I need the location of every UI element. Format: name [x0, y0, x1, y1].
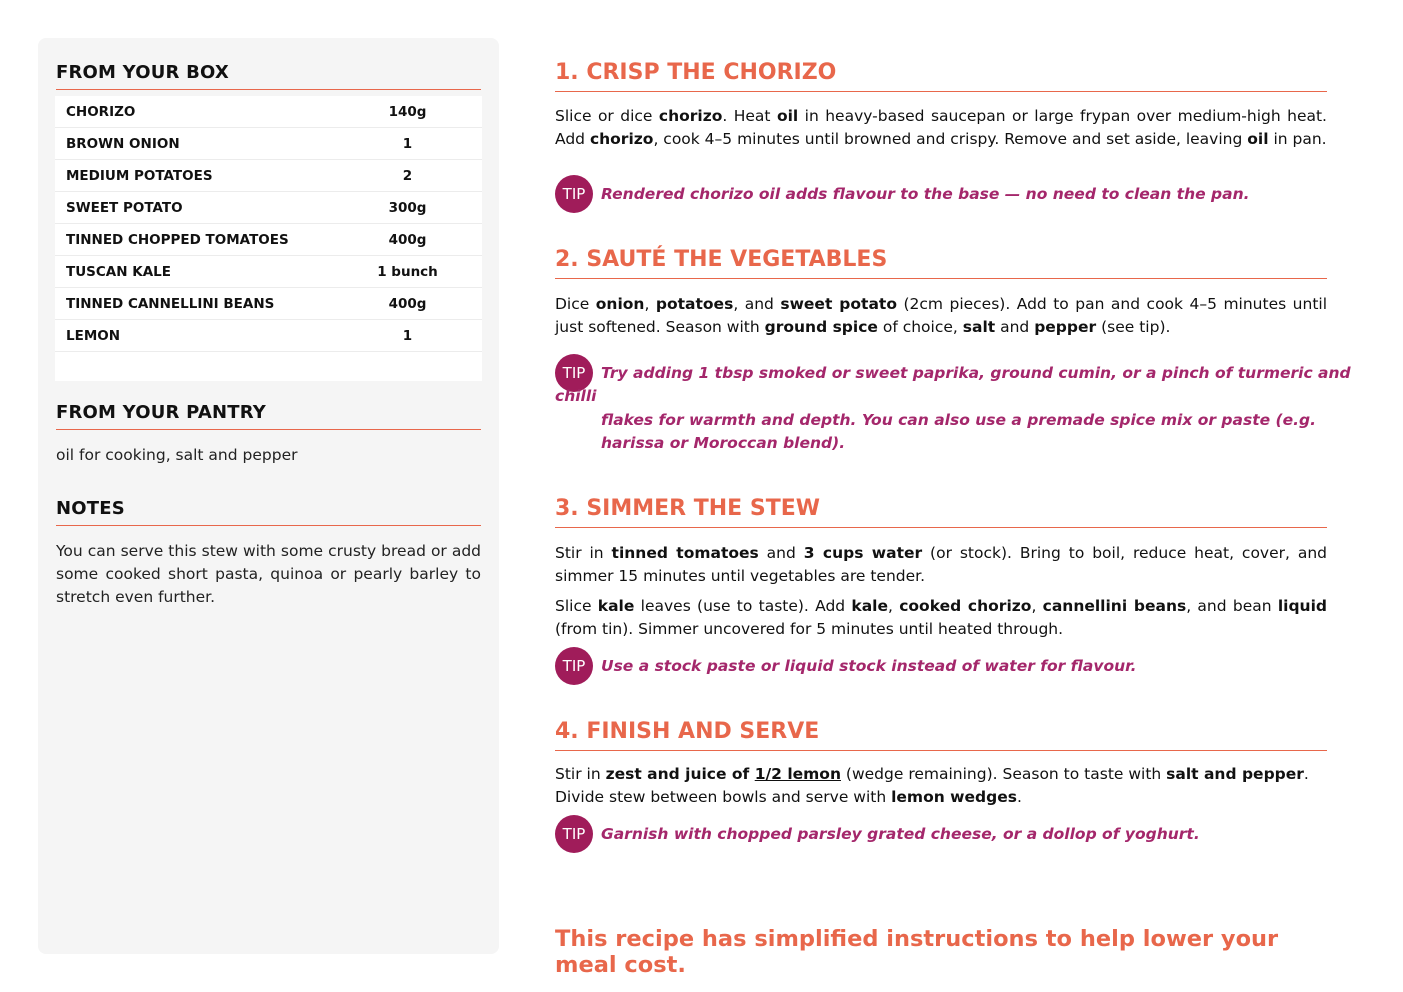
notes-text: You can serve this stew with some crusty bread or add some cooked short pasta, quinoa or pearly barley to stretch even further.	[56, 542, 481, 606]
table-row	[55, 288, 482, 320]
tip-text: Use a stock paste or liquid stock instead of water for flavour.	[601, 657, 1137, 675]
ingredient-name: TINNED CHOPPED TOMATOES	[66, 231, 289, 248]
notes-heading: NOTES	[56, 498, 481, 526]
ingredient-qty: 2	[402, 167, 413, 184]
table-row	[55, 256, 482, 288]
ingredient-name: MEDIUM POTATOES	[66, 167, 213, 184]
ingredient-name: SWEET POTATO	[66, 199, 183, 216]
ingredients-panel	[38, 38, 499, 954]
ingredient-qty: 1 bunch	[377, 263, 438, 280]
step-2-text: Dice onion, potatoes, and sweet potato (2cm pieces). Add to pan and cook 4–5 minutes until just softened. Season with ground spice of choice, salt and pepper (see tip).	[555, 295, 1328, 336]
ingredient-name: LEMON	[66, 327, 121, 344]
footer-note: This recipe has simplified instructions to help lower your meal cost.	[555, 926, 1279, 978]
step-3-text-1: Stir in tinned tomatoes and 3 cups water (or stock). Bring to boil, reduce heat, cover, and simmer 15 minutes until vegetables are tender.	[555, 544, 1327, 585]
step-3-title: 3. SIMMER THE STEW	[555, 496, 1327, 528]
tip-text-line-2: chilli	[555, 387, 597, 405]
step-3-text-2: Slice kale leaves (use to taste). Add kale, cooked chorizo, cannellini beans, and bean liquid (from tin). Simmer uncovered for 5 minutes until heated through.	[555, 597, 1327, 638]
ingredient-qty: 400g	[388, 295, 427, 312]
step-4-text: Stir in zest and juice of 1/2 lemon (wedge remaining). Season to taste with salt and pepper. Divide stew between bowls and serve with lemon wedges.	[555, 765, 1309, 806]
step-4-title: 4. FINISH AND SERVE	[555, 719, 1327, 751]
tip-text-line-3: flakes for warmth and depth. You can also use a premade spice mix or paste (e.g. harissa or Moroccan blend).	[601, 411, 1316, 452]
table-row	[55, 160, 482, 192]
table-row	[55, 128, 482, 160]
pantry-text: oil for cooking, salt and pepper	[56, 446, 298, 464]
ingredient-qty: 1	[402, 327, 413, 344]
from-your-box-heading: FROM YOUR BOX	[56, 62, 481, 90]
tip-badge: TIP	[555, 354, 593, 392]
ingredient-qty: 1	[402, 135, 413, 152]
ingredient-name: TINNED CANNELLINI BEANS	[66, 295, 275, 312]
ingredient-name: TUSCAN KALE	[66, 263, 171, 280]
ingredients-table	[55, 96, 482, 381]
table-row	[55, 96, 482, 128]
tip-text: Garnish with chopped parsley grated cheese, or a dollop of yoghurt.	[601, 825, 1200, 843]
tip-text: Rendered chorizo oil adds flavour to the base — no need to clean the pan.	[601, 185, 1250, 203]
from-your-pantry-heading: FROM YOUR PANTRY	[56, 402, 481, 430]
step-1-text: Slice or dice chorizo. Heat oil in heavy-based saucepan or large frypan over medium-high heat. Add chorizo, cook 4–5 minutes until browned and crispy. Remove and set aside, leaving oil in pan.	[555, 107, 1327, 148]
table-row	[55, 224, 482, 256]
ingredient-qty: 140g	[388, 103, 427, 120]
table-row	[55, 192, 482, 224]
ingredient-qty: 400g	[388, 231, 427, 248]
step-1-title: 1. CRISP THE CHORIZO	[555, 60, 1327, 92]
tip-badge: TIP	[555, 175, 593, 213]
ingredient-qty: 300g	[388, 199, 427, 216]
step-2-tip	[555, 354, 1351, 464]
tip-text-line-1: Try adding 1 tbsp smoked or sweet paprika, ground cumin, or a pinch of turmeric and	[601, 364, 1351, 382]
tip-badge: TIP	[555, 647, 593, 685]
ingredient-name: CHORIZO	[66, 103, 136, 120]
table-row	[55, 320, 482, 352]
ingredient-name: BROWN ONION	[66, 135, 180, 152]
tip-badge: TIP	[555, 815, 593, 853]
step-2-title: 2. SAUTÉ THE VEGETABLES	[555, 247, 1327, 279]
